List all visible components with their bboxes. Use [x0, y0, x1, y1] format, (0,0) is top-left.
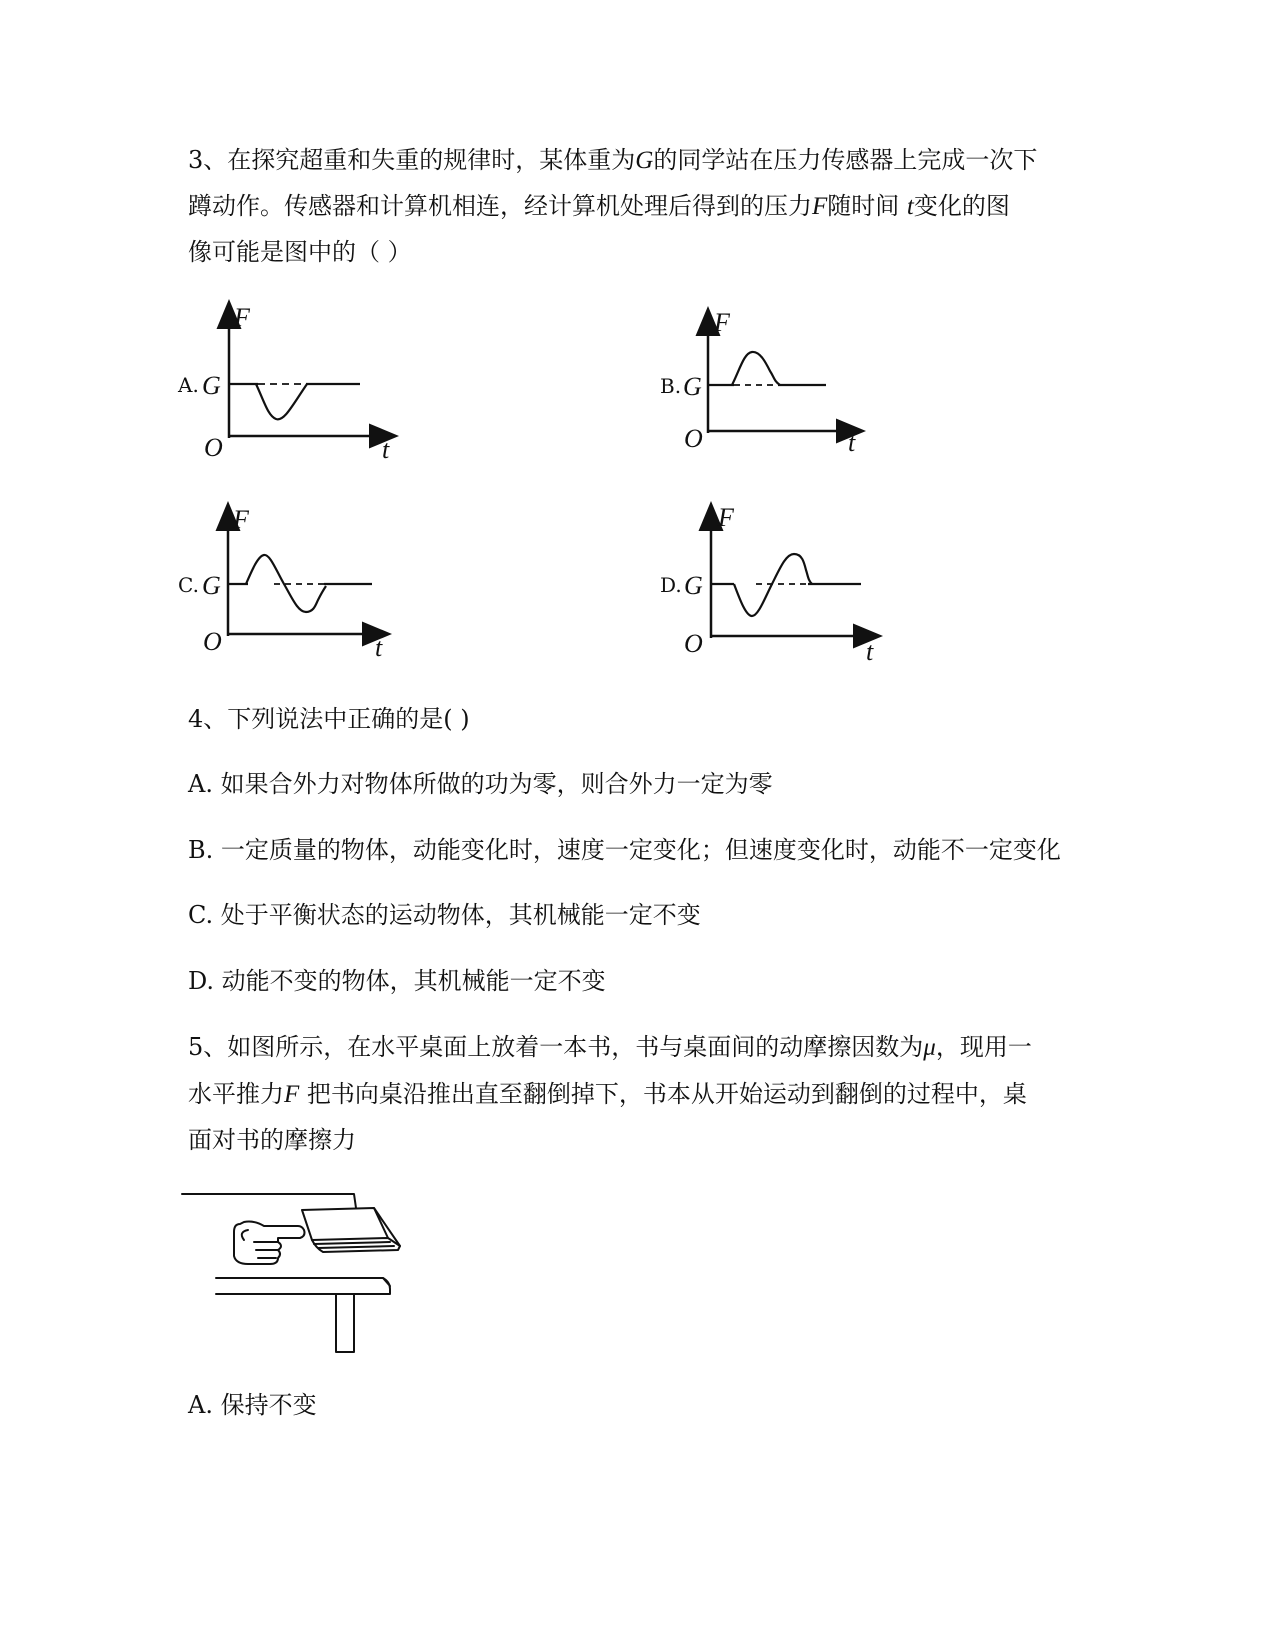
force-curve — [256, 384, 307, 419]
graph-c — [172, 500, 412, 670]
o-label: O — [684, 424, 703, 453]
table-top — [216, 1278, 390, 1294]
t-label: t — [866, 637, 874, 666]
o-label: O — [203, 627, 222, 656]
option-label: C. — [178, 573, 199, 597]
graph-b — [656, 305, 876, 465]
q4-option-b: B. 一定质量的物体，动能变化时，速度一定变化；但速度变化时，动能不一定变化 — [188, 836, 1061, 864]
var-f: F — [284, 1081, 300, 1108]
force-curve — [734, 554, 812, 616]
var-g: G — [635, 147, 654, 174]
f-label: F — [233, 505, 249, 534]
q4-option-d: D. 动能不变的物体，其机械能一定不变 — [188, 967, 606, 995]
var-f: F — [812, 193, 828, 220]
graph-a — [172, 296, 412, 466]
f-label: F — [718, 503, 734, 532]
t-label: t — [375, 633, 383, 662]
f-label: F — [714, 308, 730, 337]
q5-line-3: 面对书的摩擦力 — [188, 1126, 356, 1154]
var-mu: μ — [923, 1034, 936, 1061]
q3-line-1: 3、在探究超重和失重的规律时，某体重为G的同学站在压力传感器上完成一次下 — [188, 146, 1038, 174]
q5-line-2: 水平推力F 把书向桌沿推出直至翻倒掉下，书本从开始运动到翻倒的过程中，桌 — [188, 1080, 1027, 1108]
g-label: G — [683, 372, 702, 401]
t-label: t — [382, 435, 390, 464]
option-label: D. — [660, 573, 682, 597]
table-leg — [336, 1294, 354, 1352]
g-label: G — [202, 571, 221, 600]
option-label: A. — [178, 373, 199, 397]
option-label: B. — [660, 374, 682, 398]
o-label: O — [684, 629, 703, 658]
q4-option-c: C. 处于平衡状态的运动物体，其机械能一定不变 — [188, 901, 701, 929]
q4-option-a: A. 如果合外力对物体所做的功为零，则合外力一定为零 — [188, 770, 773, 798]
q5-line-1: 5、如图所示，在水平桌面上放着一本书，书与桌面间的动摩擦因数为μ，现用一 — [188, 1033, 1032, 1061]
g-label: G — [202, 371, 221, 400]
back-edge — [182, 1194, 356, 1208]
g-label: G — [684, 571, 703, 600]
f-label: F — [234, 303, 250, 332]
book-table-figure — [178, 1186, 418, 1356]
o-label: O — [204, 433, 223, 462]
force-curve — [732, 352, 780, 385]
q3-line-2: 蹲动作。传感器和计算机相连，经计算机处理后得到的压力F随时间 t变化的图 — [188, 192, 1010, 220]
graph-d — [656, 500, 896, 670]
q5-option-a: A. 保持不变 — [188, 1391, 317, 1419]
q3-line-3: 像可能是图中的（ ） — [188, 238, 412, 266]
t-label: t — [848, 428, 856, 457]
q4-stem: 4、下列说法中正确的是( ) — [188, 705, 470, 733]
var-t: t — [906, 193, 914, 220]
